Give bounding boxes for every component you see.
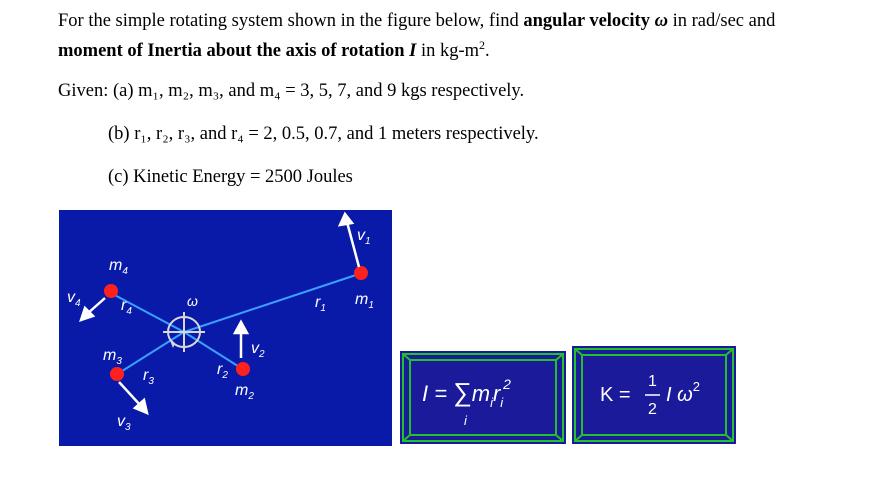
mass-m1-dot [354, 266, 368, 280]
inertia-formula: $I = \sum m_ir_i^2$ [422, 376, 511, 410]
period: . [485, 41, 490, 62]
label-r2: $r_2$ [217, 361, 228, 381]
label-v2: $v_2$ [251, 340, 265, 360]
label-r1: $r_1$ [315, 294, 326, 314]
label-m2: $m_2$ [235, 382, 254, 402]
given-a: Given: (a) m₁, m₂, m₃, and m₄ = 3, 5, 7, and 9 kgs respectively. [58, 81, 525, 101]
intro-bold-angular-velocity: angular velocity [523, 11, 650, 31]
intro-text-end: in rad/sec and [667, 11, 776, 31]
problem-line-1 [58, 11, 775, 32]
given-c: (c) Kinetic Energy = 2500 Joules [108, 167, 353, 187]
problem-line-2 [58, 38, 490, 62]
ke-lhs: K = [600, 384, 631, 406]
unit-text: in kg-m [416, 41, 480, 62]
ke-denominator: 2 [648, 401, 657, 418]
label-r3: $r_3$ [143, 367, 154, 387]
mass-m2-dot [236, 362, 250, 376]
inertia-symbol: I [409, 41, 417, 62]
mass-m3-dot [110, 367, 124, 381]
inertia-sum-index: i [464, 413, 467, 428]
label-m1: $m_1$ [355, 291, 374, 311]
label-omega: ω [187, 293, 198, 309]
label-r4: $r_4$ [121, 297, 132, 317]
inertia-equation-box [400, 351, 566, 444]
label-m3: $m_3$ [103, 347, 122, 367]
unit-sup: 2 [479, 38, 486, 52]
given-b: (b) r₁, r₂, r₃, and r₄ = 2, 0.5, 0.7, and 1 meters respectively. [108, 124, 539, 144]
mass-m4-dot [104, 284, 118, 298]
label-m4: $m_4$ [109, 257, 128, 277]
ke-numerator: 1 [648, 373, 657, 390]
label-v4: $v_4$ [67, 289, 81, 309]
figure-tab [59, 408, 66, 446]
ke-rhs: I $\omega^2$ [666, 379, 700, 406]
omega-symbol: ω [654, 11, 668, 31]
intro-text: For the simple rotating system shown in the figure below, find [58, 11, 524, 31]
intro-bold-moment: moment of Inertia about the axis of rotation [58, 41, 410, 62]
label-v1: $v_1$ [357, 227, 371, 247]
label-v3: $v_3$ [117, 413, 131, 433]
kinetic-energy-equation-box [572, 346, 736, 444]
rotating-system-figure [59, 210, 392, 446]
figure-background [59, 210, 392, 446]
